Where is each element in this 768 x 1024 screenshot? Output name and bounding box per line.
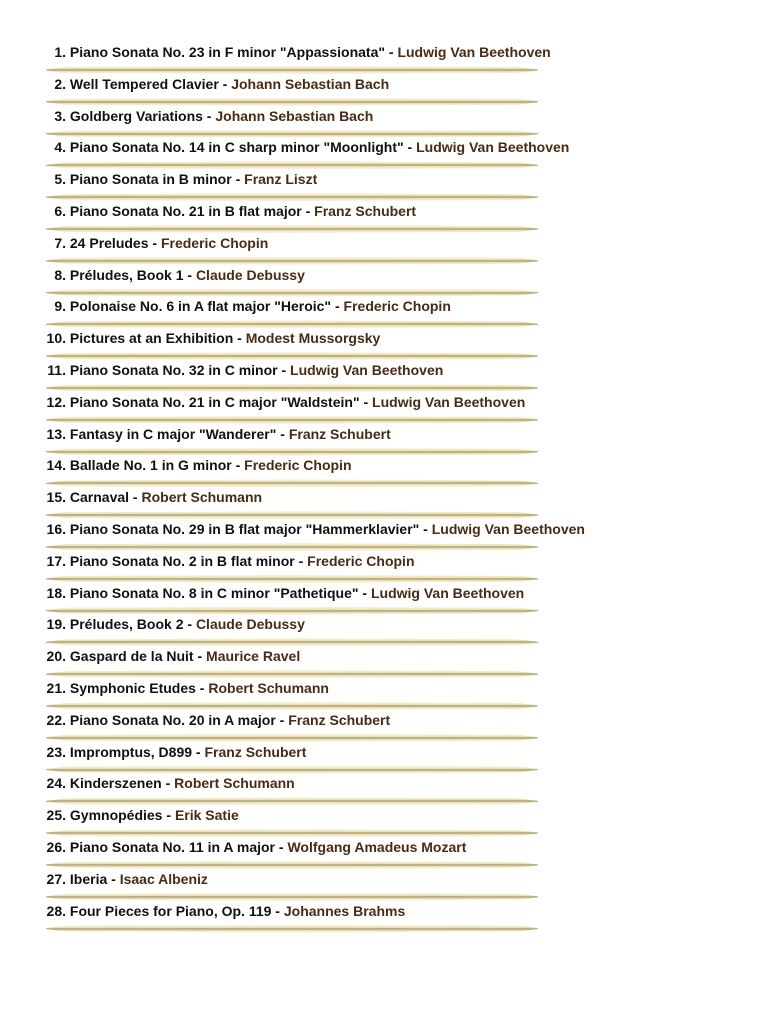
list-item-text — [38, 615, 305, 633]
list-item — [0, 708, 768, 740]
work-title: Fantasy in C major "Wanderer" — [69, 425, 277, 442]
separator: - — [271, 902, 284, 919]
list-item-text — [38, 138, 569, 156]
list-item-text — [38, 552, 415, 570]
list-item-text — [38, 679, 329, 697]
list-item — [0, 263, 768, 295]
work-title: Piano Sonata No. 14 in C sharp minor "Moonlight" — [69, 139, 404, 156]
item-number: 11. — [47, 361, 66, 378]
composer-name: Franz Schubert — [288, 425, 391, 442]
work-title: Préludes, Book 1 — [69, 266, 184, 283]
list-item-text — [38, 393, 525, 411]
work-title: Ballade No. 1 in G minor — [69, 457, 232, 474]
list-item — [0, 644, 768, 676]
work-title: Kinderszenen — [69, 775, 162, 792]
item-number: 3. — [54, 107, 66, 124]
work-title: Piano Sonata No. 32 in C minor — [69, 361, 278, 378]
separator: - — [275, 838, 288, 855]
separator: - — [294, 552, 308, 569]
work-title: Piano Sonata in B minor — [69, 171, 232, 188]
separator: - — [275, 711, 289, 728]
separator: - — [419, 520, 432, 537]
work-title: Préludes, Book 2 — [69, 616, 184, 633]
item-number: 18. — [46, 584, 66, 601]
separator: - — [195, 679, 209, 696]
item-number: 20. — [46, 648, 66, 665]
work-title: Polonaise No. 6 in A flat major "Heroic" — [69, 298, 332, 315]
separator: - — [358, 584, 371, 601]
work-title: Piano Sonata No. 2 in B flat minor — [69, 552, 295, 569]
work-title: Symphonic Etudes — [69, 679, 196, 696]
separator: - — [231, 171, 245, 188]
composer-name: Erik Satie — [174, 807, 239, 824]
item-number: 17. — [46, 552, 66, 569]
item-number: 1. — [54, 44, 66, 60]
list-item — [0, 740, 768, 772]
list-item-text — [38, 488, 262, 506]
item-number: 21. — [46, 679, 66, 696]
separator: - — [218, 75, 232, 92]
item-number: 28. — [46, 902, 66, 919]
item-number: 22. — [46, 711, 66, 728]
composer-name: Frederic Chopin — [160, 234, 269, 251]
item-number: 16. — [46, 520, 66, 537]
list-item — [0, 453, 768, 485]
composer-name: Johann Sebastian Bach — [215, 107, 374, 124]
composer-name: Ludwig Van Beethoven — [416, 139, 570, 156]
item-number: 7. — [54, 234, 66, 251]
work-title: Piano Sonata No. 20 in A major — [69, 711, 276, 728]
composer-name: Maurice Ravel — [206, 648, 301, 665]
separator: - — [331, 298, 344, 315]
list-item-text — [38, 870, 208, 888]
composer-name: Robert Schumann — [208, 679, 329, 696]
item-number: 25. — [46, 807, 66, 824]
item-number: 6. — [54, 202, 66, 219]
separator: - — [233, 330, 246, 347]
list-item-text — [38, 584, 524, 602]
composer-name: Johannes Brahms — [283, 902, 406, 919]
work-title: Impromptus, D899 — [69, 743, 193, 760]
list-item-text — [38, 711, 390, 729]
work-title: Piano Sonata No. 21 in C major "Waldstein" — [69, 393, 360, 410]
separator: - — [162, 807, 175, 824]
work-title: Piano Sonata No. 11 in A major — [69, 838, 276, 855]
composer-name: Robert Schumann — [141, 489, 263, 506]
item-number: 14. — [46, 457, 66, 474]
list-item — [0, 485, 768, 517]
list-item — [0, 771, 768, 803]
list-item-text — [38, 107, 373, 125]
list-item-text — [38, 838, 466, 856]
list-item-text — [38, 520, 585, 538]
separator: - — [107, 870, 120, 887]
item-number: 2. — [54, 75, 66, 92]
list-item — [0, 104, 768, 136]
composer-name: Isaac Albeniz — [119, 870, 208, 887]
list-item-text — [38, 170, 317, 188]
separator: - — [193, 648, 207, 665]
list-item-text — [38, 425, 391, 443]
composer-name: Franz Schubert — [288, 711, 391, 728]
divider-line — [46, 924, 538, 934]
list-item — [0, 517, 768, 549]
list-item — [0, 581, 768, 613]
separator: - — [148, 234, 161, 251]
composer-name: Ludwig Van Beethoven — [370, 584, 525, 601]
list-item-text — [38, 647, 300, 665]
separator: - — [301, 202, 315, 219]
composer-name: Wolfgang Amadeus Mozart — [287, 838, 467, 855]
item-number: 12. — [46, 393, 66, 410]
list-item-text — [38, 266, 305, 284]
work-title: Piano Sonata No. 29 in B flat major "Hammerklavier" — [69, 520, 420, 537]
item-number: 26. — [46, 838, 66, 855]
work-title: Pictures at an Exhibition — [69, 330, 234, 347]
list-item — [0, 40, 768, 72]
list-item-text — [38, 75, 389, 93]
list-item-text — [38, 329, 380, 347]
item-number: 23. — [46, 743, 66, 760]
composer-name: Frederic Chopin — [244, 457, 352, 474]
item-number: 19. — [46, 616, 66, 633]
list-item-text — [38, 43, 551, 61]
work-title: Carnaval — [69, 489, 130, 506]
separator: - — [192, 743, 205, 760]
list-item — [0, 390, 768, 422]
list-item-text — [38, 361, 443, 379]
separator: - — [359, 393, 373, 410]
list-item — [0, 676, 768, 708]
composer-name: Robert Schumann — [174, 775, 295, 792]
work-title: Piano Sonata No. 21 in B flat major — [69, 202, 302, 219]
work-title: Well Tempered Clavier — [69, 75, 219, 92]
work-title: Four Pieces for Piano, Op. 119 — [69, 902, 272, 919]
composer-name: Franz Schubert — [314, 202, 417, 219]
ranked-piano-works-list — [0, 40, 768, 930]
separator: - — [403, 139, 417, 156]
work-title: Gaspard de la Nuit — [69, 648, 194, 665]
separator: - — [161, 775, 175, 792]
work-title: Iberia — [69, 870, 108, 887]
list-item — [0, 135, 768, 167]
composer-name: Franz Liszt — [244, 171, 318, 188]
composer-name: Claude Debussy — [195, 266, 305, 283]
list-item — [0, 231, 768, 263]
list-item — [0, 803, 768, 835]
item-number: 9. — [54, 298, 66, 315]
work-title: Gymnopédies — [69, 807, 163, 824]
composer-name: Frederic Chopin — [343, 298, 451, 315]
separator: - — [385, 44, 398, 60]
list-item-text — [38, 743, 306, 761]
work-title: Piano Sonata No. 8 in C minor "Pathetique" — [69, 584, 359, 601]
item-number: 15. — [46, 489, 66, 506]
list-item — [0, 294, 768, 326]
composer-name: Claude Debussy — [195, 616, 305, 633]
composer-name: Ludwig Van Beethoven — [290, 361, 444, 378]
work-title: Goldberg Variations — [69, 107, 203, 124]
list-item — [0, 199, 768, 231]
item-number: 5. — [54, 171, 66, 188]
separator: - — [129, 489, 142, 506]
separator: - — [183, 266, 196, 283]
list-item-text — [38, 456, 352, 474]
list-item — [0, 612, 768, 644]
separator: - — [202, 107, 216, 124]
composer-name: Franz Schubert — [204, 743, 307, 760]
list-item — [0, 549, 768, 581]
item-number: 24. — [46, 775, 66, 792]
list-item — [0, 72, 768, 104]
work-title: 24 Preludes — [69, 234, 149, 251]
composer-name: Ludwig Van Beethoven — [372, 393, 526, 410]
separator: - — [277, 361, 291, 378]
list-item — [0, 867, 768, 899]
work-title: Piano Sonata No. 23 in F minor "Appassionata" — [69, 44, 385, 60]
composer-name: Ludwig Van Beethoven — [431, 520, 585, 537]
item-number: 10. — [46, 330, 66, 347]
item-number: 4. — [54, 139, 66, 156]
list-item-text — [38, 902, 405, 920]
item-number: 27. — [46, 870, 66, 887]
list-item-text — [38, 297, 451, 315]
composer-name: Modest Mussorgsky — [245, 330, 381, 347]
item-number: 13. — [46, 425, 66, 442]
list-item-text — [38, 202, 416, 220]
composer-name: Ludwig Van Beethoven — [397, 44, 551, 60]
list-item-text — [38, 234, 268, 252]
composer-name: Johann Sebastian Bach — [231, 75, 390, 92]
list-item — [0, 835, 768, 867]
list-item — [0, 358, 768, 390]
list-item — [0, 422, 768, 454]
list-item-text — [38, 774, 295, 792]
separator: - — [183, 616, 196, 633]
item-number: 8. — [54, 266, 66, 283]
list-item — [0, 899, 768, 931]
separator: - — [276, 425, 289, 442]
list-item — [0, 167, 768, 199]
list-item-text — [38, 806, 239, 824]
list-item — [0, 326, 768, 358]
composer-name: Frederic Chopin — [307, 552, 415, 569]
separator: - — [231, 457, 245, 474]
